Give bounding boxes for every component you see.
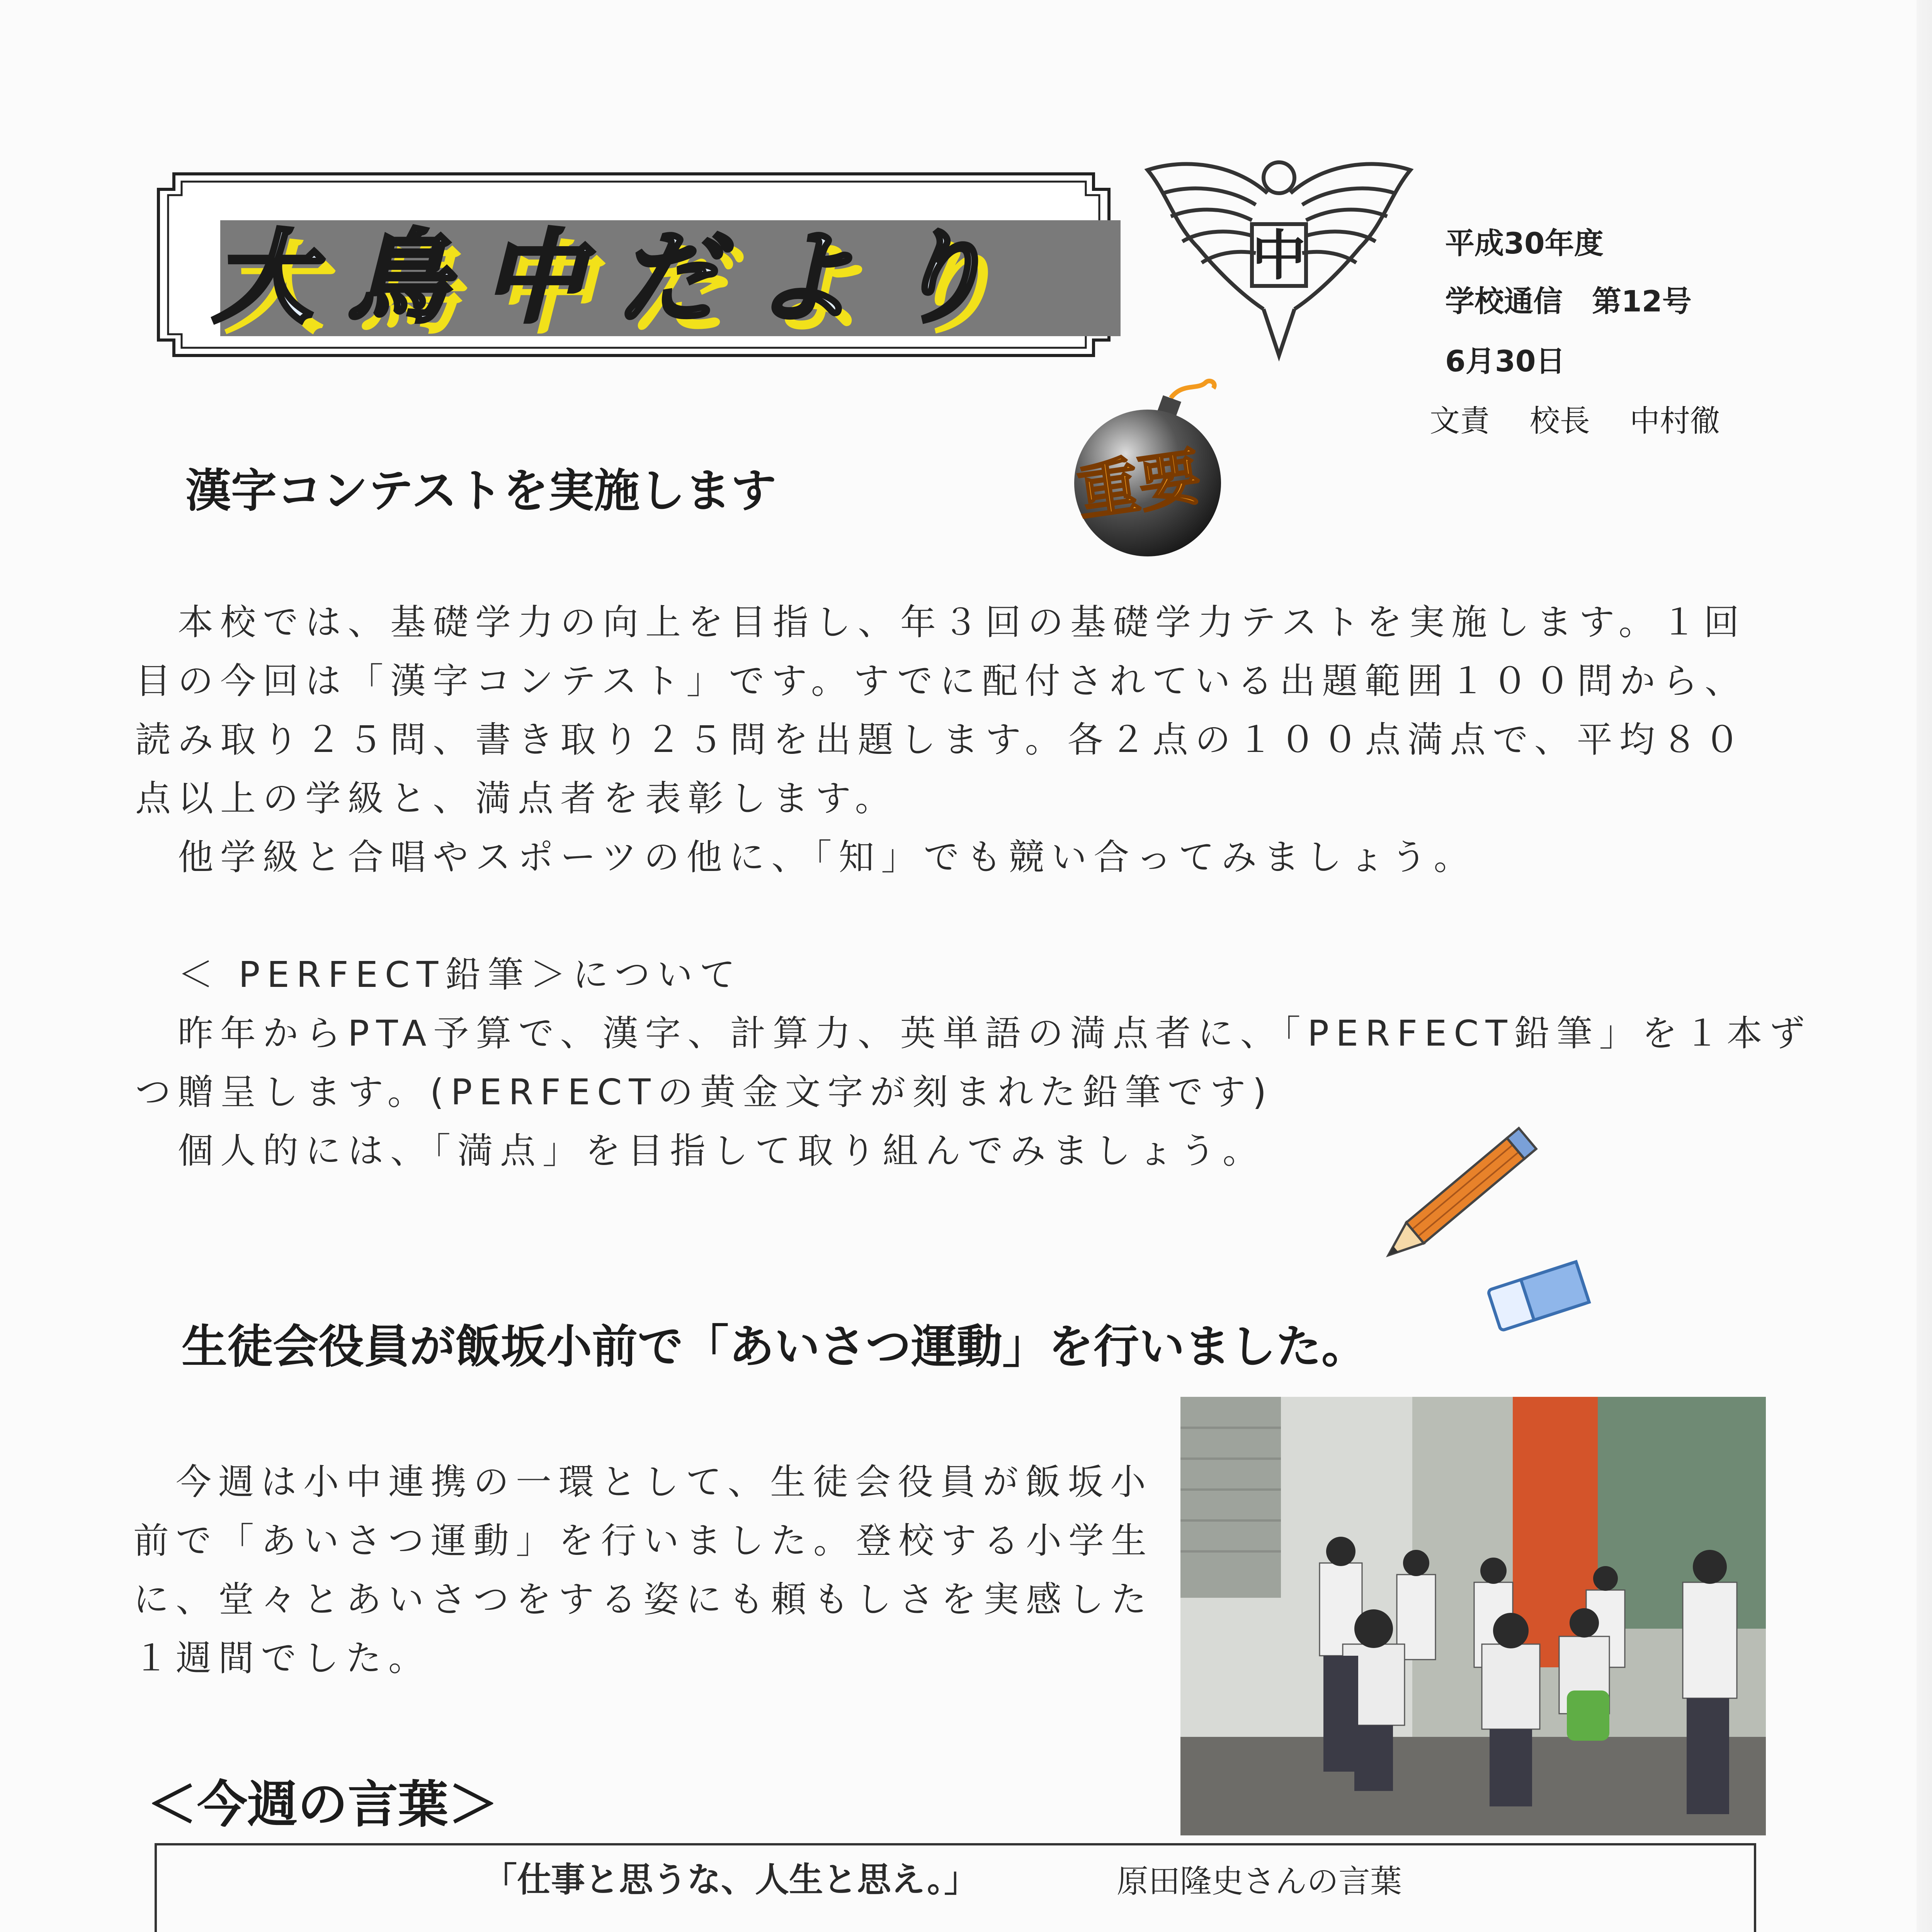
section1-line: 読み取り２５問、書き取り２５問を出題します。各２点の１００点満点で、平均８０: [135, 719, 1747, 760]
bomb-label: 重要: [1073, 440, 1206, 529]
section3-heading: ＜今週の言葉＞: [147, 1775, 499, 1834]
section1-line: つ贈呈します。(PERFECTの黄金文字が刻まれた鉛筆です): [135, 1071, 1274, 1113]
bomb-important-icon: [1043, 375, 1260, 560]
newsletter-title: 大鳥中だより: [213, 220, 1024, 337]
section1-heading: 漢字コンテストを実施します: [185, 464, 777, 517]
section1-line: 個人的には、「満点」を目指して取り組んでみましょう。: [135, 1130, 1265, 1172]
quote-attribution: 原田隆史さんの言葉: [1117, 1863, 1402, 1900]
issue-number: 学校通信 第12号: [1445, 284, 1692, 318]
section2-line: １週間でした。: [133, 1638, 431, 1679]
section1-line: [135, 887, 1812, 946]
svg-text:中: 中: [1252, 224, 1306, 287]
school-crest-icon: [1140, 147, 1418, 363]
section2-heading: 生徒会役員が飯坂小前で「あいさつ運動」を行いました。: [182, 1320, 1367, 1373]
issue-date: 6月30日: [1445, 344, 1565, 378]
fiscal-year: 平成30年度: [1445, 226, 1604, 260]
eraser-icon: [1476, 1252, 1600, 1337]
section2-line: 前で「あいさつ運動」を行いました。登校する小学生: [133, 1520, 1154, 1561]
section1-line: 他学級と合唱やスポーツの他に、「知」でも競い合ってみましょう。: [135, 837, 1476, 878]
section1-body: [135, 593, 1812, 1180]
section1-line: 点以上の学級と、満点者を表彰します。: [135, 778, 898, 819]
section1-line: ＜ PERFECT鉛筆＞について: [135, 954, 742, 995]
greeting-campaign-photo: [1180, 1397, 1766, 1835]
section2-body: [133, 1453, 1153, 1688]
section2-line: に、堂々とあいさつをする姿にも頼もしさを実感した: [133, 1579, 1154, 1620]
quote-text: 「仕事と思うな、人生と思え。」: [483, 1860, 978, 1900]
section1-line: 昨年からPTA予算で、漢字、計算力、英単語の満点者に、「PERFECT鉛筆」を１本ず: [135, 1013, 1812, 1054]
pencil-icon: [1376, 1105, 1561, 1271]
author-line: 文責 校長 中村徹: [1430, 404, 1720, 439]
section1-line: 目の今回は「漢字コンテスト」です。すでに配付されている出題範囲１００問から、: [135, 660, 1747, 702]
masthead-banner: [151, 166, 1117, 363]
scan-edge: [1917, 0, 1932, 1932]
section1-line: 本校では、基礎学力の向上を目指し、年３回の基礎学力テストを実施します。１回: [135, 602, 1746, 643]
section2-line: 今週は小中連携の一環として、生徒会役員が飯坂小: [133, 1461, 1153, 1503]
